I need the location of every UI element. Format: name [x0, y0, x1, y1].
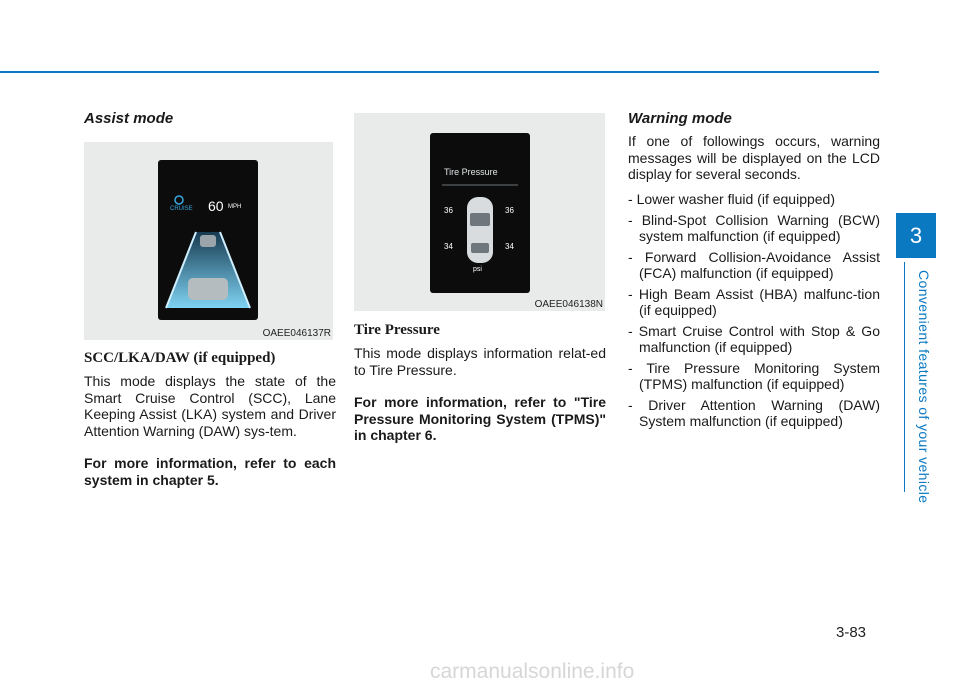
front-right-pressure: 36 — [505, 206, 514, 215]
windshield — [470, 213, 490, 226]
warning-mode-heading: Warning mode — [628, 110, 732, 127]
warning-item: - Driver Attention Warning (DAW) System malfunction (if equipped) — [628, 397, 880, 429]
scc-body: This mode displays the state of the Smart Cruise Control (SCC), Lane Keeping Assist (LKA) system and Driver Attention Warning (DAW) sys-tem. — [84, 373, 336, 439]
tire-pressure-subheading: Tire Pressure — [354, 322, 440, 338]
warning-mode-section — [628, 108, 880, 434]
assist-mode-section — [84, 108, 336, 488]
cruise-icon — [175, 196, 183, 204]
warning-item: - Blind-Spot Collision Warning (BCW) system malfunction (if equipped) — [628, 212, 880, 244]
rear-left-pressure: 34 — [444, 242, 453, 251]
lane-assist-illustration — [158, 160, 258, 320]
watermark: carmanualsonline.info — [430, 660, 635, 683]
warning-item: - Lower washer fluid (if equipped) — [628, 191, 880, 207]
car-body — [467, 197, 493, 263]
warning-item: - Tire Pressure Monitoring System (TPMS) malfunction (if equipped) — [628, 360, 880, 392]
chapter-divider — [904, 262, 905, 492]
tire-pressure-note: For more information, refer to "Tire Pressure Monitoring System (TPMS)" in chapter 6. — [354, 394, 606, 443]
tire-pressure-figure — [354, 113, 605, 311]
rear-window — [471, 243, 489, 253]
tire-pressure-section — [354, 108, 606, 444]
header-rule — [0, 71, 879, 73]
figure-code: OAEE046137R — [262, 328, 331, 339]
cluster-display — [158, 160, 258, 320]
speed-value: 60 — [208, 198, 224, 214]
assist-mode-heading: Assist mode — [84, 110, 174, 127]
pressure-unit: psi — [473, 266, 482, 273]
front-left-pressure: 36 — [444, 206, 453, 215]
assist-mode-figure — [84, 142, 333, 340]
scc-subheading: SCC/LKA/DAW (if equipped) — [84, 350, 276, 366]
lead-vehicle — [200, 235, 216, 247]
figure-code: OAEE046138N — [534, 299, 603, 310]
speed-unit: MPH — [228, 204, 242, 210]
rear-right-pressure: 34 — [505, 242, 514, 251]
page-number: 3-83 — [836, 624, 867, 641]
cruise-label: CRUISE — [170, 206, 193, 212]
warning-item: - Smart Cruise Control with Stop & Go malfunction (if equipped) — [628, 323, 880, 355]
tire-pressure-title: Tire Pressure — [444, 167, 498, 177]
warning-item: - High Beam Assist (HBA) malfunc-tion (if equipped) — [628, 286, 880, 318]
tire-pressure-body: This mode displays information relat-ed to Tire Pressure. — [354, 345, 606, 378]
chapter-title: Convenient features of your vehicle — [916, 270, 932, 504]
tire-display — [430, 133, 530, 293]
warning-list — [628, 191, 880, 429]
own-vehicle — [188, 278, 228, 300]
warning-mode-intro: If one of followings occurs, warning messages will be displayed on the LCD display for several seconds. — [628, 133, 880, 182]
chapter-number-tab: 3 — [896, 213, 936, 258]
warning-item: - Forward Collision-Avoidance Assist (FCA) malfunction (if equipped) — [628, 249, 880, 281]
scc-note: For more information, refer to each system in chapter 5. — [84, 455, 336, 488]
